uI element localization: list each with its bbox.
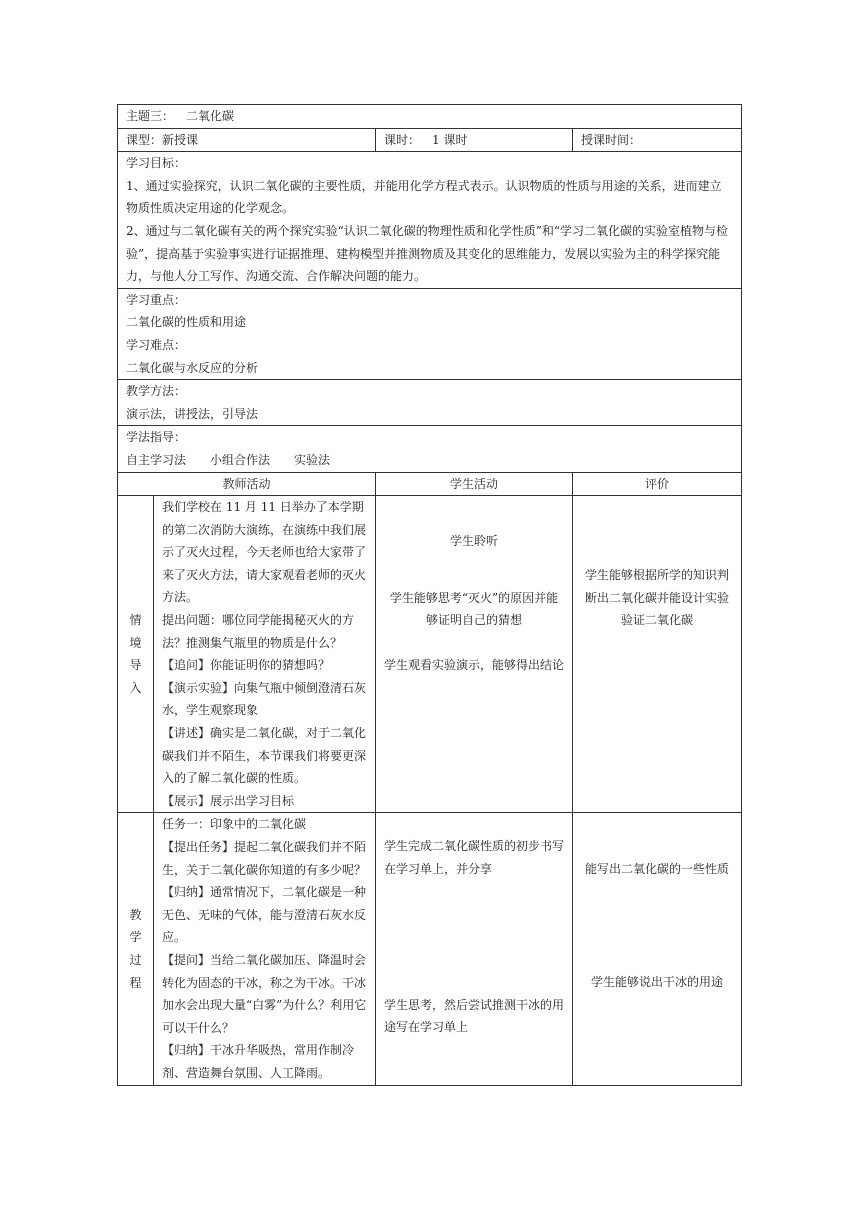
teacher-paragraph: 【演示实验】向集气瓶中倾倒澄清石灰水，学生观察现象: [162, 680, 367, 718]
teacher-paragraph: 【归纳】干冰升华吸热，常用作制冷剂、营造舞台氛围、人工降雨。: [162, 1043, 355, 1080]
teacher-paragraph: 我们学校在 11 月 11 日举办了本学期的第二次消防大演练，在演练中我们展示了灭火过程，今天老师也给大家带了来了灭火方法，请大家观看老师的灭火方法。: [162, 500, 367, 605]
teacher-paragraph: 【归纳】通常情况下，二氧化碳是一种无色、无味的气体，能与澄清石灰水反应。: [162, 885, 367, 945]
lesson-plan-table: [117, 104, 742, 1086]
method-content: 演示法，讲授法，引导法: [126, 406, 259, 421]
key-content: 二氧化碳的性质和用途: [126, 315, 247, 330]
intro-eval-cell: [573, 496, 742, 813]
lesson-plan: [117, 104, 741, 1086]
lesson-type: 课型：新授课: [118, 128, 376, 152]
eval-paragraph: 能写出二氧化碳的一些性质: [585, 862, 730, 877]
label-char: 教: [129, 907, 142, 922]
process-student-cell: [376, 813, 573, 1085]
method-row: [118, 380, 742, 426]
guide-title: 学法指导：: [126, 430, 187, 445]
label-char: 学: [129, 930, 142, 945]
intro-student-cell: [376, 496, 573, 813]
period-value: 1 课时: [432, 132, 468, 147]
label-char: 入: [129, 680, 142, 695]
activity-header-row: [118, 472, 742, 496]
period-cell: [376, 128, 573, 152]
intro-teacher-cell: [154, 496, 376, 813]
teacher-paragraph: 【讲述】确实是二氧化碳，对于二氧化碳我们并不陌生，本节课我们将要更深入的了解二氧化碳的性质。: [162, 726, 367, 786]
student-paragraph: 学生聆听: [449, 534, 498, 549]
section-intro-label: [118, 496, 154, 813]
label-char: 情: [129, 613, 142, 628]
guide-row: [118, 426, 742, 472]
time-label: 授课时间：: [573, 128, 742, 152]
section-process-label: [118, 813, 154, 1085]
student-paragraph: 学生能够思考“灭火”的原因并能够证明自己的猜想: [389, 590, 559, 628]
teacher-paragraph: 提出问题：哪位同学能揭秘灭火的方法？推测集气瓶里的物质是什么？: [162, 613, 355, 650]
info-row: [118, 128, 742, 152]
teacher-paragraph: 【展示】展示出学习目标: [162, 793, 295, 808]
teacher-paragraph: 任务一：印象中的二氧化碳: [162, 817, 307, 832]
topic-row: [118, 105, 742, 129]
teacher-paragraph: 【追问】你能证明你的猜想吗？: [162, 658, 331, 673]
difficulty-content: 二氧化碳与水反应的分析: [126, 360, 259, 375]
header-student: 学生活动: [376, 472, 573, 496]
process-eval-cell: [573, 813, 742, 1085]
guide-item: 实验法: [294, 452, 331, 467]
period-label: 课时：: [384, 132, 421, 147]
method-title: 教学方法：: [126, 384, 187, 399]
label-char: 境: [129, 635, 142, 650]
header-teacher: 教师活动: [118, 472, 376, 496]
topic-label: 主题三：: [126, 109, 175, 123]
key-title: 学习重点：: [126, 292, 187, 307]
section-intro-row: [118, 496, 742, 813]
guide-item: 自主学习法: [126, 452, 187, 467]
eval-paragraph: 学生能够说出干冰的用途: [591, 975, 724, 989]
topic-name: 二氧化碳: [186, 109, 235, 123]
student-paragraph: 学生观看实验演示，能够得出结论: [384, 657, 565, 672]
section-process-row: [118, 813, 742, 1085]
objectives-row: [118, 152, 742, 289]
eval-paragraph: 学生能够根据所学的知识判断出二氧化碳并能设计实验验证二氧化碳: [585, 568, 730, 628]
header-eval: 评价: [573, 472, 742, 496]
process-teacher-cell: [154, 813, 376, 1085]
objective-1: 1、通过实验探究，认识二氧化碳的主要性质，并能用化学方程式表示。认识物质的性质与用途的关系，进而建立物质性质决定用途的化学观念。: [126, 178, 722, 216]
objectives-title: 学习目标：: [126, 156, 187, 171]
student-paragraph: 学生思考，然后尝试推测干冰的用途写在学习单上: [384, 997, 565, 1035]
label-char: 过: [129, 952, 142, 967]
label-char: 程: [129, 975, 142, 990]
teacher-paragraph: 【提出任务】提起二氧化碳我们并不陌生，关于二氧化碳你知道的有多少呢？: [162, 840, 367, 877]
student-paragraph: 学生完成二氧化碳性质的初步书写在学习单上，并分享: [384, 839, 565, 876]
guide-item: 小组合作法: [210, 452, 271, 467]
label-char: 导: [129, 658, 142, 673]
difficulty-title: 学习难点：: [126, 337, 187, 352]
objective-2: 2、通过与二氧化碳有关的两个探究实验“认识二氧化碳的物理性质和化学性质”和“学习二氧化碳的实验室植物与检验”，提高基于实验事实进行证据推理、建构模型并推测物质及其变化的思维能力，发展以实验为主的科学探究能力，与他人分工写作、沟通交流、合作解决问题的能力。: [126, 223, 729, 284]
key-points-row: [118, 288, 742, 379]
teacher-paragraph: 【提问】当给二氧化碳加压、降温时会转化为固态的干冰，称之为干冰。干冰加水会出现大量“白雾”为什么？利用它可以干什么？: [162, 952, 367, 1035]
